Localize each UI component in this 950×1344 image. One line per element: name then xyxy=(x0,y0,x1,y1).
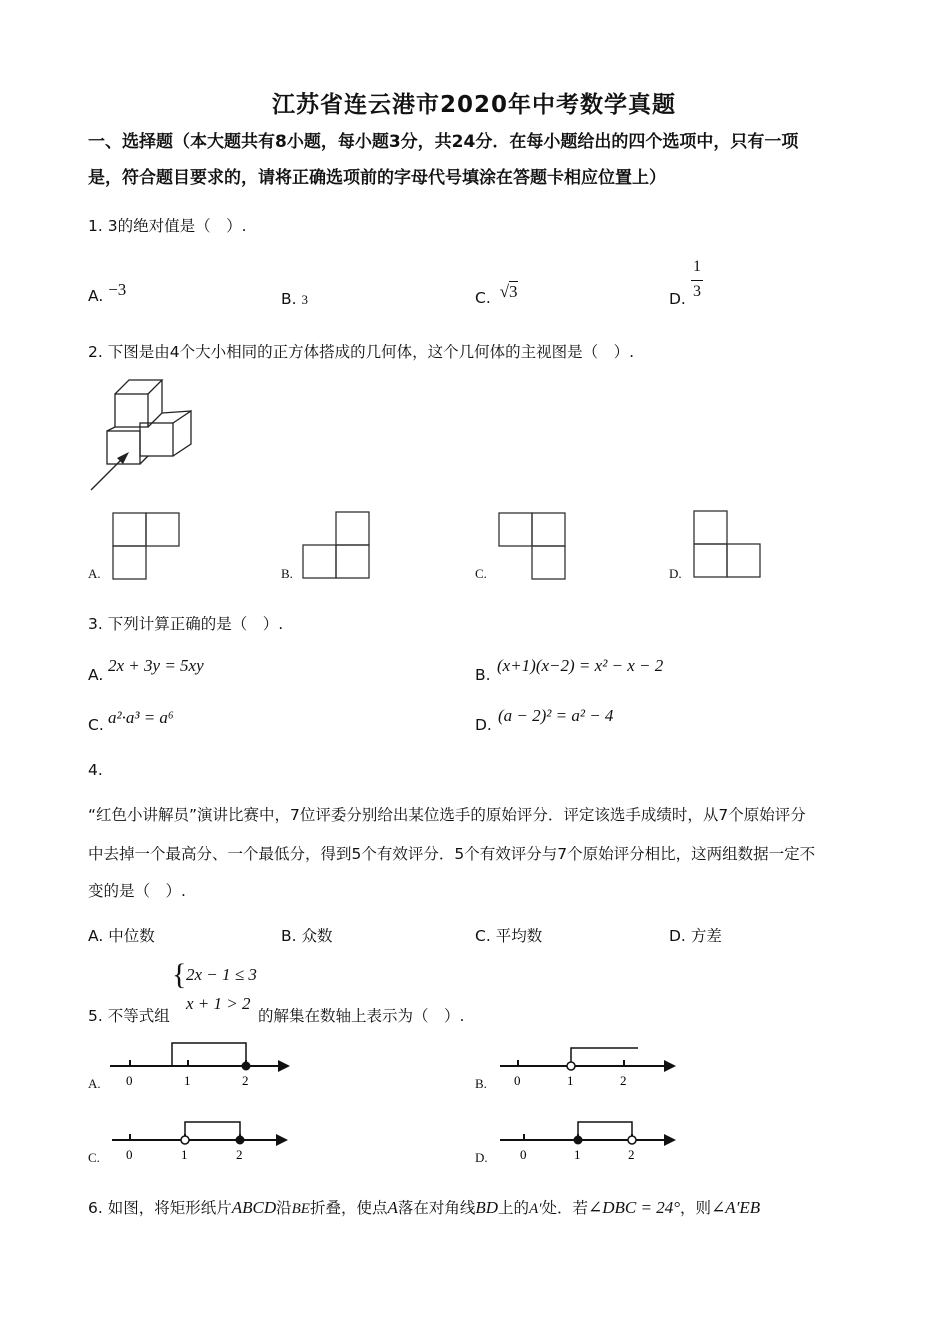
q6-text-1: 6. 如图，将矩形纸片 xyxy=(88,1199,232,1217)
q2-stem: 2. 下图是由4个大小相同的正方体搭成的几何体，这个几何体的主视图是（ ）. xyxy=(88,343,635,361)
tick-label: 0 xyxy=(514,1073,521,1088)
q4-line2: 中去掉一个最高分、一个最低分，得到5个有效评分．5个有效评分与7个原始评分相比，这两组数据一定不 xyxy=(88,845,816,863)
tick-label: 0 xyxy=(520,1147,527,1162)
section-heading-line2: 是，符合题目要求的，请将正确选项前的字母代号填涂在答题卡相应位置上） xyxy=(88,168,666,188)
q4-option-a-label: A. xyxy=(88,927,104,945)
sqrt-icon: √ xyxy=(499,282,510,301)
q6-text-2: 沿 xyxy=(276,1199,292,1217)
q6-text-5: 上的 xyxy=(498,1199,530,1217)
fraction-bar xyxy=(691,280,703,281)
q2-option-d-figure xyxy=(693,510,763,580)
q6-angle-aeb: ∠A′EB xyxy=(711,1198,761,1217)
tick-label: 2 xyxy=(242,1073,249,1088)
q5-suffix: 的解集在数轴上表示为（ ）. xyxy=(258,1007,465,1025)
q3-option-d-expr: (a − 2)² = a² − 4 xyxy=(498,706,614,725)
q1-option-a-value: −3 xyxy=(108,280,127,299)
tick-label: 2 xyxy=(236,1147,243,1162)
q2-option-a-label: A. xyxy=(88,566,101,581)
tick-label: 1 xyxy=(567,1073,574,1088)
q3-option-a-expr: 2x + 3y = 5xy xyxy=(108,656,204,675)
q2-option-b-figure xyxy=(302,511,377,581)
q6-a: A xyxy=(387,1198,398,1217)
q2-option-c-label: C. xyxy=(475,566,487,581)
q1-stem: 1. 3的绝对值是（ ）. xyxy=(88,217,247,235)
q6-text-3: 折叠，使点 xyxy=(309,1199,388,1217)
q1-option-c-value: 3 xyxy=(509,282,518,301)
q4-option-b xyxy=(281,924,333,946)
q6-angle-dbc: ∠DBC = 24° xyxy=(588,1198,681,1217)
q5-option-a-label: A. xyxy=(88,1076,101,1091)
brace-icon: { xyxy=(172,958,187,991)
q4-number: 4. xyxy=(88,761,103,779)
q6-stem xyxy=(88,1196,760,1218)
q3-option-b-label: B. xyxy=(475,666,491,684)
q2-option-c-figure xyxy=(498,511,568,581)
q4-option-b-label: B. xyxy=(281,927,297,945)
q1-option-c-sqrt xyxy=(500,282,518,301)
arrow-icon xyxy=(276,1134,288,1146)
q1-option-d-numerator: 1 xyxy=(693,258,701,275)
tick-label: 0 xyxy=(126,1147,133,1162)
q4-option-d-label: D. xyxy=(669,927,686,945)
q5-option-d-label: D. xyxy=(475,1150,488,1165)
q3-option-b-expr: (x+1)(x−2) = x² − x − 2 xyxy=(497,656,664,675)
q5-inequality-2: x + 1 > 2 xyxy=(186,994,251,1013)
q4-option-a-text: 中位数 xyxy=(108,927,155,945)
q6-text-6: 处．若 xyxy=(541,1199,589,1217)
q1-option-d-denominator: 3 xyxy=(693,283,701,300)
q1-option-d-label: D. xyxy=(669,290,686,308)
q3-option-c-label: C. xyxy=(88,716,104,734)
tick-label: 1 xyxy=(184,1073,191,1088)
tick-label: 1 xyxy=(574,1147,581,1162)
q1-option-a-label: A. xyxy=(88,287,104,305)
q2-option-a-figure xyxy=(112,511,182,581)
q3-option-d-label: D. xyxy=(475,716,492,734)
q4-option-a xyxy=(88,924,155,946)
q5-option-b-numberline xyxy=(500,1040,685,1090)
tick-label: 2 xyxy=(620,1073,627,1088)
q5-option-b-label: B. xyxy=(475,1076,487,1091)
q6-bd: BD xyxy=(475,1198,499,1217)
q1-option-c xyxy=(475,282,518,308)
tick-label: 1 xyxy=(181,1147,188,1162)
q1-option-a xyxy=(88,280,127,306)
q5-option-c-numberline xyxy=(112,1118,297,1168)
arrow-icon xyxy=(664,1134,676,1146)
q5-inequality-1: 2x − 1 ≤ 3 xyxy=(186,965,257,984)
q4-line1: “红色小讲解员”演讲比赛中，7位评委分别给出某位选手的原始评分．评定该选手成绩时，从7个原始评分 xyxy=(88,806,806,824)
section-heading xyxy=(88,124,858,196)
cube-figure xyxy=(85,378,200,498)
q4-option-c-text: 平均数 xyxy=(495,927,543,945)
arrow-icon xyxy=(278,1060,290,1072)
q2-option-d-label: D. xyxy=(669,566,682,581)
q6-abcd: ABCD xyxy=(231,1198,277,1217)
q1-option-c-label: C. xyxy=(475,289,491,307)
q5-option-d-numberline xyxy=(500,1118,685,1168)
q5-option-a-numberline xyxy=(110,1040,295,1090)
tick-label: 0 xyxy=(126,1073,133,1088)
q6-text-4: 落在对角线 xyxy=(397,1199,476,1217)
q6-a-prime: A′ xyxy=(529,1201,542,1217)
q5-prefix: 5. 不等式组 xyxy=(88,1007,170,1025)
q6-be: BE xyxy=(291,1201,310,1217)
tick-label: 2 xyxy=(628,1147,635,1162)
q5-option-c-label: C. xyxy=(88,1150,100,1165)
q3-option-a-label: A. xyxy=(88,666,104,684)
q1-option-b-value: 3 xyxy=(301,292,308,307)
q4-line3: 变的是（ ）. xyxy=(88,882,186,900)
q3-stem: 3. 下列计算正确的是（ ）. xyxy=(88,615,284,633)
arrow-icon xyxy=(664,1060,676,1072)
q4-option-d xyxy=(669,924,722,946)
q1-option-b-label: B. xyxy=(281,290,297,308)
q4-option-b-text: 众数 xyxy=(301,927,333,945)
page-title: 江苏省连云港市2020年中考数学真题 xyxy=(272,92,677,118)
q1-option-d xyxy=(669,290,686,308)
q4-option-c xyxy=(475,924,542,946)
q2-option-b-label: B. xyxy=(281,566,293,581)
q3-option-c-expr: a²·a³ = a⁶ xyxy=(108,708,174,727)
q4-option-c-label: C. xyxy=(475,927,491,945)
section-heading-line1: 一、选择题（本大题共有8小题，每小题3分，共24分．在每小题给出的四个选项中，只有一项 xyxy=(88,132,799,152)
q6-text-7: ，则 xyxy=(680,1199,712,1217)
q1-option-b xyxy=(281,290,308,308)
q4-option-d-text: 方差 xyxy=(690,927,722,945)
